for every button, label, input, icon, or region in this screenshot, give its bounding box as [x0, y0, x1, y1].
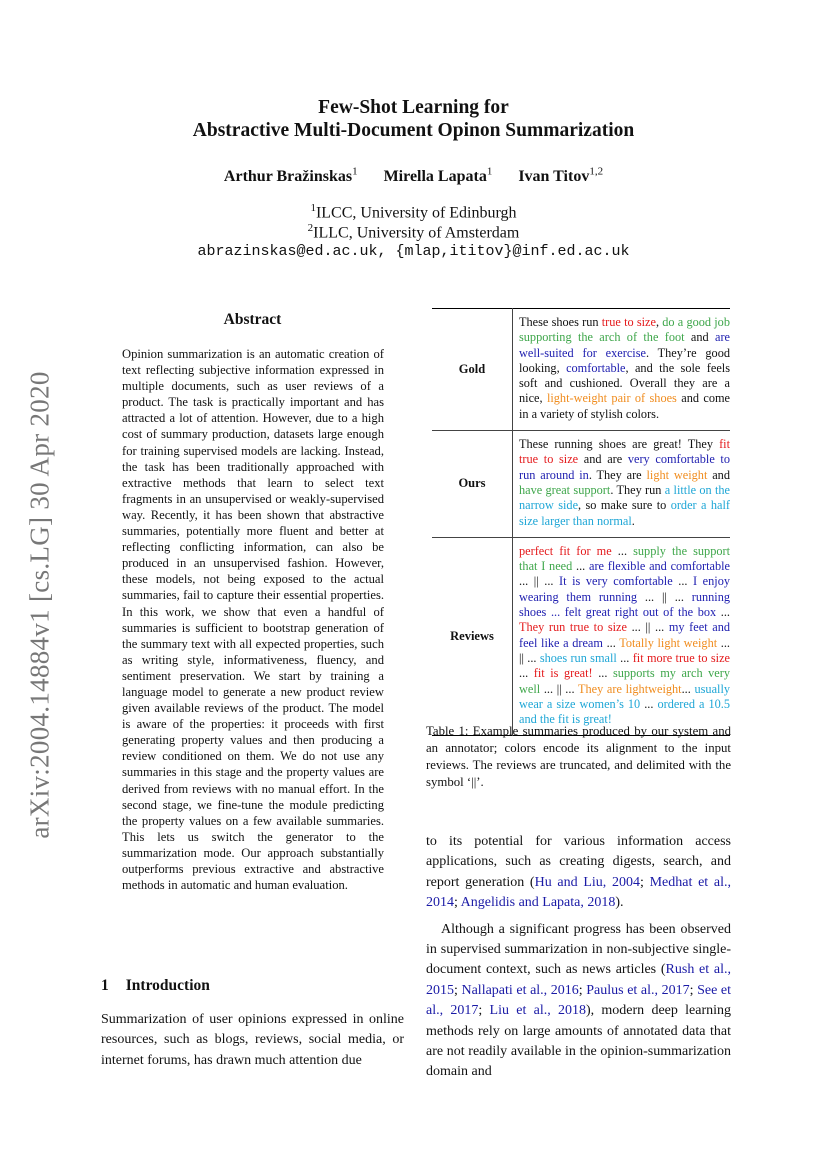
- introduction-paragraph: Summarization of user opinions expressed in online resources, such as blogs, reviews, social media, or internet forums, has drawn much attention due: [101, 1012, 404, 1068]
- table-row: [432, 537, 730, 736]
- aligned-phrase-blue: running shoes ... felt great right out of the box: [519, 589, 730, 620]
- text-run: ;: [578, 982, 587, 998]
- arxiv-sidebar-stamp: [20, 355, 60, 855]
- text-run: ... || ...: [519, 635, 730, 665]
- table-row: [432, 431, 730, 538]
- author: Arthur Bražinskas$^1$: [223, 166, 358, 186]
- paragraph: [426, 832, 731, 914]
- citation-link[interactable]: Paulus et al., 2017: [586, 982, 690, 998]
- text-run: , and the sole feels soft and cushioned. Overall they are a nice,: [519, 360, 730, 406]
- text-run: ;: [454, 982, 462, 998]
- aligned-phrase-green: supports my arch very well: [519, 666, 730, 696]
- citation-link[interactable]: Nallapati et al., 2016: [461, 982, 579, 998]
- text-run: ...: [616, 650, 633, 665]
- aligned-phrase-blue: very comfortable to run around in: [519, 452, 730, 482]
- aligned-phrase-orange: Totally light weight: [619, 635, 718, 650]
- affiliation: $^2$ILLC, University of Amsterdam: [307, 222, 520, 242]
- aligned-phrase-cyan: usually wear a size women’s 10: [519, 681, 731, 711]
- aligned-phrase-red: They run true to size: [519, 620, 627, 635]
- aligned-phrase-red: fit more true to size: [632, 650, 731, 665]
- citation-link[interactable]: See et al., 2017: [426, 982, 731, 1019]
- aligned-phrase-blue: I enjoy wearing them running: [519, 574, 731, 604]
- paragraph: [426, 920, 731, 1083]
- text-run: ;: [454, 895, 461, 911]
- example-summaries-table: [432, 308, 730, 736]
- citation-link[interactable]: Liu et al., 2018: [489, 1003, 586, 1019]
- text-run: and: [707, 467, 730, 482]
- affiliation: $^1$ILCC, University of Edinburgh: [310, 202, 517, 222]
- text-run: ...: [681, 681, 695, 696]
- aligned-phrase-cyan: a little on the narrow side: [519, 482, 731, 513]
- aligned-phrase-orange: light-weight pair of shoes: [546, 391, 677, 406]
- aligned-phrase-blue: my feet and feel like a dream: [519, 620, 730, 650]
- aligned-phrase-blue: It is very comfortable: [559, 574, 673, 589]
- text-run: ;: [478, 1003, 490, 1019]
- text-run: ...: [672, 574, 694, 589]
- aligned-phrase-red: true to size: [601, 315, 656, 329]
- aligned-phrase-blue: comfortable: [566, 360, 626, 375]
- text-run: to its potential for various information access applications, such as creating digests, search, and report generation (: [426, 834, 731, 890]
- text-run: ...: [716, 605, 731, 620]
- aligned-phrase-blue: are flexible and comfortable: [589, 559, 730, 574]
- text-run: ).: [615, 895, 624, 911]
- aligned-phrase-orange: light weight: [646, 467, 708, 482]
- text-run: ...: [519, 666, 534, 681]
- abstract-heading: Abstract: [223, 311, 282, 328]
- text-run: ), modern deep learning methods rely on large amounts of annotated data that are not readily available in the opinion-summarization domain and: [426, 1003, 731, 1080]
- text-run: ...: [572, 559, 589, 574]
- row-label: Ours: [432, 431, 513, 538]
- row-label: Reviews: [432, 537, 513, 736]
- abstract-body: Opinion summarization is an automatic creation of text reflecting subjective information expressed in multiple documents, such as user reviews of a product. The task is practically important and has attracted a lot of attention. However, due to a high cost of summary production, datasets large enough for training supervised models are lacking. Instead, the task has been traditionally approached with extractive methods that learn to select text fragments in an unsupervised or weakly-supervised way. Recently, it has been shown that abstractive summaries, potentially more fluent and better at reflecting conflicting information, can also be produced in an unsupervised fashion. However, these models, not being exposed to the actual summaries, fail to capture their essential properties. In this work, we show that even a handful of summaries is sufficient to bootstrap generation of the summary text with all expected properties, such as writing style, informativeness, fluency, and sentiment preservation. We start by training a language model to generate a new product review given available reviews of the product. The model is aware of the properties: it proceeds with first generating property values and then producing a review conditioned on them. We do not use any summaries in this stage and the property values are derived from reviews with no manual effort. In the second stage, we fine-tune the module predicting the property values on a few available summaries. This lets us switch the generator to the summarization mode. Our approach substantially outperforms previous extractive and abstractive methods in automatic and human evaluation.: [122, 347, 384, 893]
- arxiv-id: arXiv:2004.14884v1 [cs.LG] 30 Apr 2020: [24, 371, 55, 839]
- text-run: .: [631, 513, 635, 528]
- aligned-phrase-cyan: shoes run small: [539, 650, 617, 665]
- text-run: and are: [578, 452, 628, 467]
- row-text: [513, 431, 731, 538]
- aligned-phrase-green: supply the support that I need: [519, 543, 731, 574]
- text-run: ... || ...: [540, 681, 578, 696]
- text-run: . They are: [588, 467, 647, 482]
- text-run: . They’re good looking,: [519, 345, 731, 375]
- text-run: ...: [592, 666, 613, 681]
- table-caption: Table 1: Example summaries produced by our system and an annotator; colors encode its alignment to the input reviews. The reviews are truncated, and delimited with the symbol ‘||’.: [426, 724, 731, 789]
- aligned-phrase-red: perfect fit for me: [519, 543, 612, 558]
- aligned-phrase-green: do a good job supporting the arch of the foot: [519, 315, 730, 345]
- text-run: and come in a variety of stylish colors.: [519, 391, 730, 421]
- text-run: , so make sure to: [578, 498, 671, 513]
- text-run: These running shoes are great! They: [519, 437, 720, 452]
- text-run: ... || ...: [519, 574, 560, 589]
- text-run: ,: [655, 315, 663, 329]
- table-row: [432, 309, 730, 431]
- text-run: These shoes run: [519, 315, 602, 329]
- author: Ivan Titov$^{1,2}$: [518, 166, 604, 186]
- text-run: ...: [611, 543, 634, 558]
- paper-title-line-2: Abstractive Multi-Document Opinon Summarization: [192, 120, 635, 141]
- aligned-phrase-cyan: ordered a 10.5 and the fit is great!: [519, 696, 730, 727]
- aligned-phrase-green: have great support: [519, 482, 611, 497]
- row-text: [513, 309, 731, 431]
- aligned-phrase-cyan: order a half size larger than normal: [519, 498, 730, 528]
- text-run: ... || ...: [626, 620, 669, 635]
- text-run: Although a significant progress has been observed in supervised summarization in non-subjective single-document context, such as news articles (: [426, 921, 731, 978]
- row-label: Gold: [432, 309, 513, 431]
- citation-link[interactable]: Medhat et al., 2014: [426, 874, 731, 911]
- aligned-phrase-red: fit is great!: [533, 666, 593, 681]
- author: Mirella Lapata$^1$: [383, 166, 493, 186]
- citation-link[interactable]: Rush et al., 2015: [426, 962, 732, 998]
- author-emails: abrazinskas@ed.ac.uk, {mlap,ititov}@inf.ed.ac.uk: [197, 243, 630, 260]
- text-run: ... || ...: [637, 589, 692, 604]
- aligned-phrase-orange: They are lightweight: [577, 681, 682, 696]
- text-run: ...: [602, 635, 620, 650]
- row-text: [513, 537, 731, 736]
- text-run: and: [684, 330, 715, 345]
- citation-link[interactable]: Hu and Liu, 2004: [534, 874, 640, 890]
- paper-title-line-1: Few-Shot Learning for: [318, 97, 509, 118]
- text-run: ;: [689, 982, 698, 998]
- introduction-right-column: [426, 832, 731, 1083]
- section-heading-introduction: 1 Introduction: [101, 977, 210, 994]
- text-run: ;: [640, 874, 650, 890]
- author-list: [0, 166, 827, 186]
- text-run: . They run: [610, 482, 665, 497]
- text-run: ...: [640, 696, 658, 711]
- aligned-phrase-red: fit true to size: [519, 437, 730, 467]
- citation-link[interactable]: Angelidis and Lapata, 2018: [460, 895, 616, 911]
- aligned-phrase-blue: are well-suited for exercise: [519, 330, 731, 360]
